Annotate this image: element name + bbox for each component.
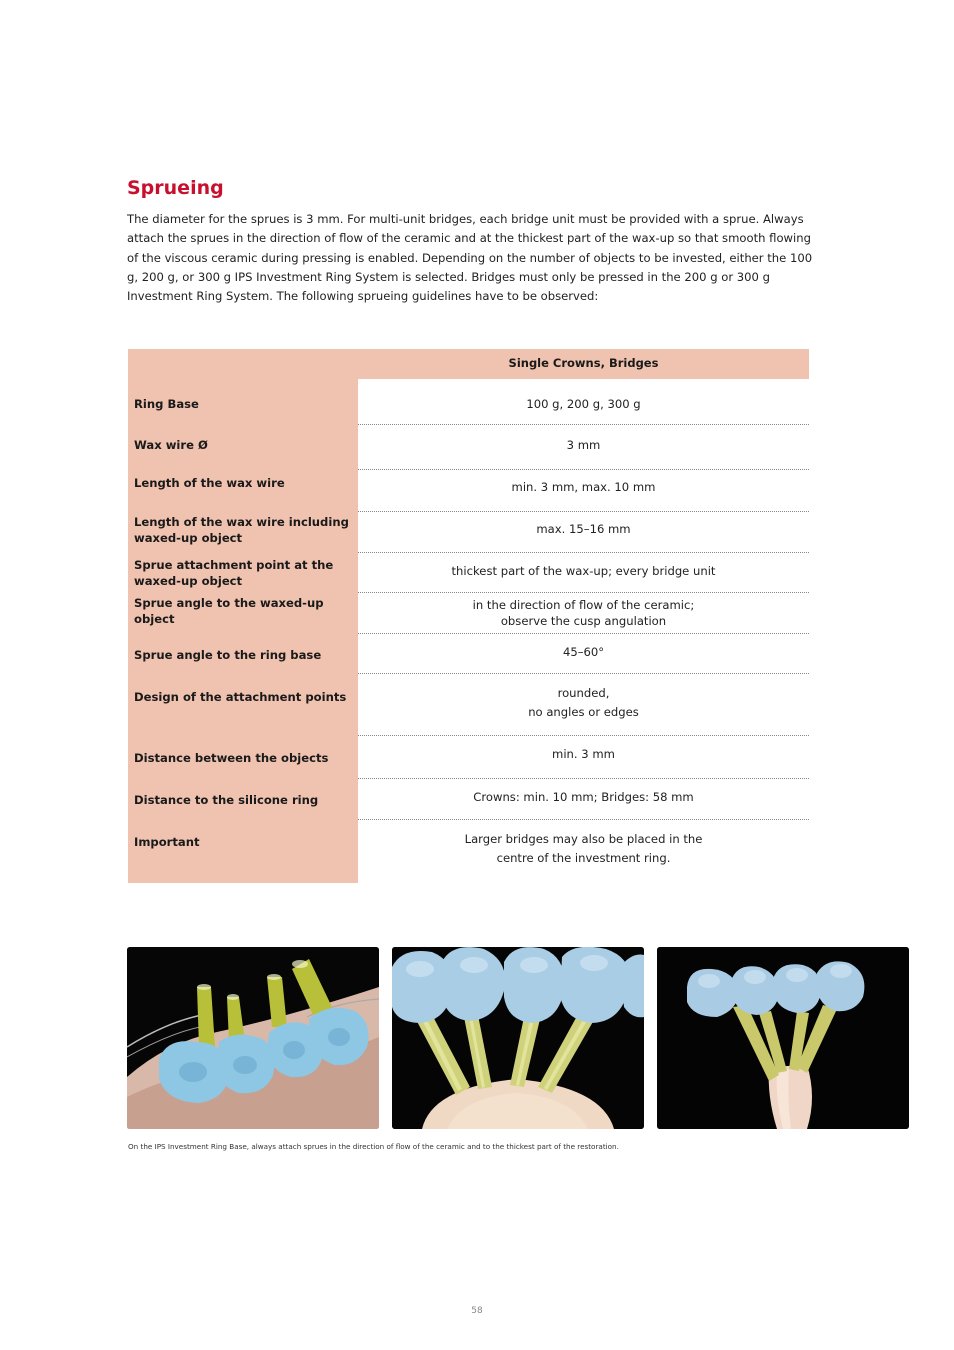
photo-sprued-crowns-on-model [127, 947, 379, 1129]
table-row [128, 820, 809, 883]
row-value: max. 15–16 mm [536, 522, 631, 536]
row-value: thickest part of the wax-up; every bridge unit [451, 564, 716, 578]
intro-paragraph: The diameter for the sprues is 3 mm. For multi-unit bridges, each bridge unit must be provided with a sprue. Always attach the sprues in the direction of flow of the ceramic and at the thickest part of the wax-up so that smooth flowing of the viscous ceramic during pressing is enabled. Depending on the number of objects to be invested, either the 100 g, 200 g, or 300 g IPS Investment Ring System is selected. Bridges must only be pressed in the 200 g or 300 g Investment Ring System. The following sprueing guidelines have to be observed: [127, 212, 813, 304]
row-label: Wax wire Ø [134, 438, 208, 452]
row-value: Crowns: min. 10 mm; Bridges: 58 mm [473, 790, 694, 804]
table-row [128, 634, 809, 674]
table-row [128, 512, 809, 553]
row-value: min. 3 mm, max. 10 mm [511, 480, 656, 494]
row-value-line: Larger bridges may also be placed in the [464, 832, 703, 846]
column-header: Single Crowns, Bridges [508, 356, 659, 370]
row-value: 45–60° [562, 645, 605, 659]
table-row [128, 553, 809, 593]
table-row [128, 736, 809, 779]
row-value-line: no angles or edges [528, 705, 639, 719]
page-number: 58 [471, 1306, 483, 1316]
table-row [128, 593, 809, 634]
row-value [358, 597, 809, 629]
row-value-line: in the direction of flow of the ceramic; [472, 598, 695, 612]
row-label: Sprue angle to the ring base [134, 648, 322, 662]
row-value: 3 mm [566, 438, 601, 452]
table-row [128, 470, 809, 512]
row-label: Sprue attachment point at the waxed-up object [134, 558, 334, 588]
row-value [358, 684, 809, 722]
row-value-line: centre of the investment ring. [496, 851, 671, 865]
sprueing-guidelines-table [128, 349, 809, 883]
table-row [128, 674, 809, 736]
table-row [128, 425, 809, 470]
row-label: Important [134, 835, 200, 849]
row-value-line: rounded, [557, 686, 610, 700]
row-value: min. 3 mm [552, 747, 615, 761]
photo-sprues-to-ring-base [392, 947, 644, 1129]
photo-caption: On the IPS Investment Ring Base, always attach sprues in the direction of flow of the ceramic and to the thickest part of the restoration. [128, 1142, 619, 1151]
photo-illustration [127, 947, 379, 1129]
photo-bridge-sprued [657, 947, 909, 1129]
photo-illustration [392, 947, 644, 1129]
page-title: Sprueing [127, 177, 224, 199]
row-label: Distance to the silicone ring [134, 793, 319, 807]
row-label: Design of the attachment points [134, 690, 347, 704]
table-header [128, 349, 809, 379]
row-value [358, 830, 809, 868]
row-label: Length of the wax wire [134, 476, 285, 490]
table-row [128, 779, 809, 820]
row-label: Length of the wax wire including waxed-up object [134, 515, 349, 545]
photo-illustration [657, 947, 909, 1129]
table-row [128, 379, 809, 425]
row-value: 100 g, 200 g, 300 g [526, 397, 641, 411]
row-label: Sprue angle to the waxed-up object [134, 596, 324, 626]
row-value-line: observe the cusp angulation [500, 614, 667, 628]
row-label: Distance between the objects [134, 751, 329, 765]
row-label: Ring Base [134, 397, 199, 411]
